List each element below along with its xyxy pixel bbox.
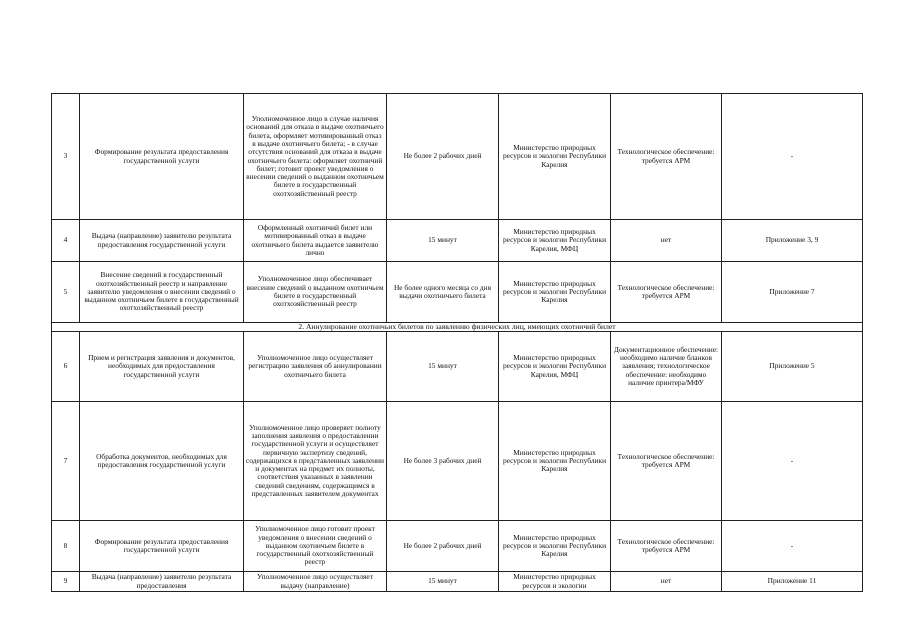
procedure-resources: нет <box>611 220 722 262</box>
procedure-term: 15 минут <box>387 220 499 262</box>
procedure-resources: Документационное обеспечение: необходимо наличие бланков заявления; технологическое обеспечение: необходимо наличие принтера/МФУ <box>611 332 722 402</box>
procedure-executor: Министерство природных ресурсов и экологии Республики Карелия <box>499 94 611 220</box>
procedure-executor: Министерство природных ресурсов и экологии Республики Карелия <box>499 262 611 323</box>
row-number: 5 <box>52 262 80 323</box>
procedure-term: Не более 2 рабочих дней <box>387 94 499 220</box>
table-row <box>52 332 863 402</box>
procedure-term: Не более 3 рабочих дней <box>387 402 499 521</box>
procedure-forms: Приложение 11 <box>722 572 863 592</box>
table-row <box>52 402 863 521</box>
procedure-action: Уполномоченное лицо в случае наличия оснований для отказа в выдаче охотничьего билета, оформляет мотивированный отказ в выдаче охотничьего билета; - в случае отсутствия оснований для отказа в выдаче охотничьего билета: оформляет охотничий билет; готовит проект уведомления о внесении сведений о выданном охотничьем билете в государственный охотхозяйственный реестр <box>244 94 387 220</box>
row-number: 4 <box>52 220 80 262</box>
section-header-row <box>52 323 863 332</box>
procedure-forms: Приложение 3, 9 <box>722 220 863 262</box>
procedure-executor: Министерство природных ресурсов и экологии Республики Карелия <box>499 402 611 521</box>
procedure-executor: Министерство природных ресурсов и экологии Республики Карелия, МФЦ <box>499 220 611 262</box>
procedure-resources: Технологическое обеспечение: требуется АРМ <box>611 94 722 220</box>
procedure-forms: - <box>722 402 863 521</box>
procedure-term: 15 минут <box>387 332 499 402</box>
procedure-forms: Приложение 7 <box>722 262 863 323</box>
table-row <box>52 521 863 572</box>
row-number: 7 <box>52 402 80 521</box>
procedure-step: Формирование результата предоставления государственной услуги <box>80 94 244 220</box>
procedure-action: Уполномоченное лицо проверяет полноту заполнения заявления о предоставлении государственной услуги и осуществляет первичную экспертизу сведений, содержащихся в представленных заявлении и документах на предмет их полноты, соответствия указанных в заявлении сведений сведениям, содержащимся в представленных заявителем документах <box>244 402 387 521</box>
procedure-step: Обработка документов, необходимых для предоставления государственной услуги <box>80 402 244 521</box>
procedure-forms: - <box>722 521 863 572</box>
table-row <box>52 262 863 323</box>
procedure-forms: Приложение 5 <box>722 332 863 402</box>
procedure-action: Уполномоченное лицо готовит проект уведомления о внесении сведений о выданном охотничьем билете в государственный охотхозяйственный реестр <box>244 521 387 572</box>
procedure-term: 15 минут <box>387 572 499 592</box>
procedure-table <box>51 93 863 592</box>
procedure-action: Уполномоченное лицо осуществляет выдачу (направление) <box>244 572 387 592</box>
procedure-executor: Министерство природных ресурсов и экологии Республики Карелия <box>499 521 611 572</box>
procedure-step: Выдача (направление) заявителю результата предоставления <box>80 572 244 592</box>
procedure-action: Оформленный охотничий билет или мотивированный отказ в выдаче охотничьего билета выдается заявителю лично <box>244 220 387 262</box>
procedure-step: Прием и регистрация заявления и документов, необходимых для предоставления государственной услуги <box>80 332 244 402</box>
section-title: 2. Аннулирование охотничьих билетов по заявлению физических лиц, имеющих охотничий билет <box>52 323 863 332</box>
procedure-term: Не более 2 рабочих дней <box>387 521 499 572</box>
procedure-forms: - <box>722 94 863 220</box>
procedure-step: Формирование результата предоставления государственной услуги <box>80 521 244 572</box>
procedure-step: Внесение сведений в государственный охотхозяйственный реестр и направление заявителю уведомления о внесении сведений о выданном охотничьем билете в государственный охотхозяйственный реестр <box>80 262 244 323</box>
table-row <box>52 94 863 220</box>
row-number: 8 <box>52 521 80 572</box>
row-number: 6 <box>52 332 80 402</box>
table-row <box>52 572 863 592</box>
procedure-resources: Технологическое обеспечение: требуется АРМ <box>611 262 722 323</box>
row-number: 3 <box>52 94 80 220</box>
table-row <box>52 220 863 262</box>
row-number: 9 <box>52 572 80 592</box>
procedure-resources: Технологическое обеспечение: требуется АРМ <box>611 521 722 572</box>
procedure-resources: Технологическое обеспечение: требуется АРМ <box>611 402 722 521</box>
procedure-resources: нет <box>611 572 722 592</box>
procedure-term: Не более одного месяца со дня выдачи охотничьего билета <box>387 262 499 323</box>
procedure-action: Уполномоченное лицо осуществляет регистрацию заявления об аннулировании охотничьего билета <box>244 332 387 402</box>
procedure-action: Уполномоченное лицо обеспечивает внесение сведений о выданном охотничьем билете в государственный охотхозяйственный реестр <box>244 262 387 323</box>
procedure-step: Выдача (направление) заявителю результата предоставления государственной услуги <box>80 220 244 262</box>
procedure-executor: Министерство природных ресурсов и экологии Республики Карелия, МФЦ <box>499 332 611 402</box>
procedure-executor: Министерство природных ресурсов и экологии <box>499 572 611 592</box>
